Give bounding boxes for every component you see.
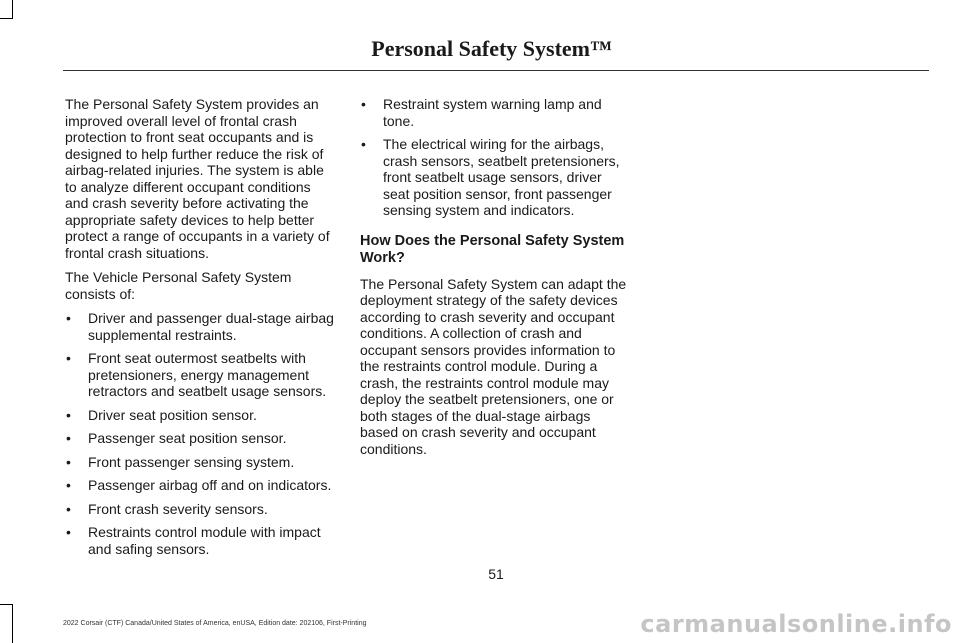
crop-mark-bottom-left-horizontal [0,604,13,605]
list-item: • Restraint system warning lamp and tone. [360,96,632,129]
left-column [65,96,337,564]
title-divider [63,70,929,71]
how-it-works-paragraph: The Personal Safety System can adapt the deployment strategy of the safety devices according to crash severity and occupant conditions. A collection of crash and occupant sensors provides information to the restraints control module. During a crash, the restraints control module may deploy the seatbelt pretensioners, one or both stages of the dual-stage airbags based on crash severity and occupant conditions. [360,275,627,457]
list-item: • Restraints control module with impact and safing sensors. [65,524,337,557]
list-item: • Driver seat position sensor. [65,407,337,424]
list-item: • Driver and passenger dual-stage airbag supplemental restraints. [65,310,337,343]
page-number: 51 [488,566,504,582]
intro-paragraph: The Personal Safety System provides an improved overall level of frontal crash protection to front seat occupants and is designed to help further reduce the risk of airbag-related injuries. The system is able to analyze different occupant conditions and crash severity before activating the appropriate safety devices to help better protect a range of occupants in a variety of frontal crash situations. [65,96,330,261]
list-item: • Passenger seat position sensor. [65,430,337,447]
components-list-continued [360,96,632,219]
crop-mark-bottom-left-vertical [12,604,13,643]
crop-mark-top-left-vertical [12,0,13,18]
right-column [360,96,632,465]
page-title: Personal Safety System™ [371,36,612,61]
list-item: • Front passenger sensing system. [65,454,337,471]
components-list [65,310,337,557]
section-heading: How Does the Personal Safety System Work? [360,232,625,266]
footer-edition-info: 2022 Corsair (CTF) Canada/United States of America, enUSA, Edition date: 202106, First-Printing [63,620,367,627]
watermark: carmanualsonline.info [640,610,952,638]
list-item: • Front crash severity sensors. [65,501,337,518]
list-item: • Front seat outermost seatbelts with pretensioners, energy management retractors and seatbelt usage sensors. [65,350,337,400]
crop-mark-top-left-horizontal [0,18,13,19]
consists-of-paragraph: The Vehicle Personal Safety System consists of: [65,269,292,302]
list-item: • The electrical wiring for the airbags, crash sensors, seatbelt pretensioners, front seatbelt usage sensors, driver seat position sensor, front passenger sensing system and indicators. [360,136,632,219]
list-item: • Passenger airbag off and on indicators. [65,477,337,494]
